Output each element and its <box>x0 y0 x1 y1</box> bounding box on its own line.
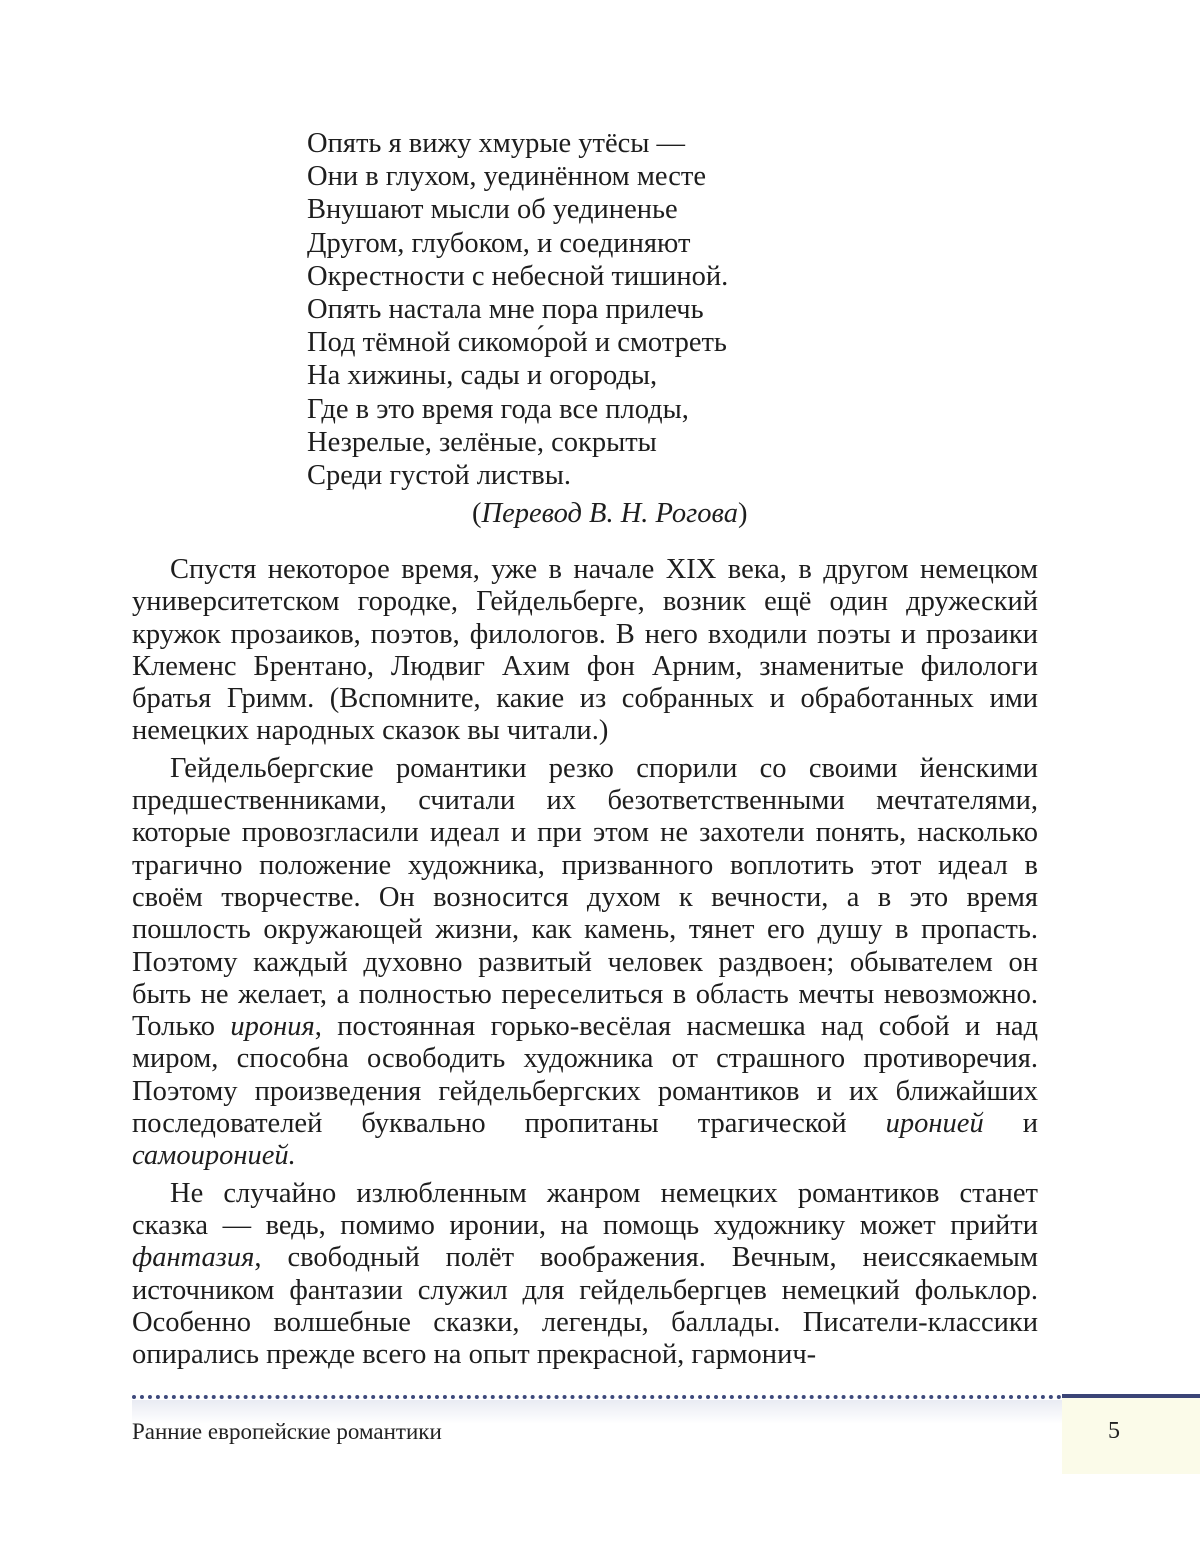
poem-line: Опять настала мне пора прилечь <box>307 294 704 326</box>
term-irony: иронией <box>885 1108 984 1140</box>
paragraph-3 <box>132 1178 1038 1372</box>
paragraph-2-text: и <box>983 1108 1038 1140</box>
translation-attribution <box>472 497 747 530</box>
poem-line: Окрестности с небесной тишиной. <box>307 260 729 292</box>
footer-dotted-rule <box>132 1395 1062 1399</box>
attribution-text: Перевод В. Н. Рогова <box>481 498 738 529</box>
paragraph-2 <box>132 753 1038 1173</box>
term-self-irony: самоиронией. <box>132 1140 296 1172</box>
attribution-close-paren: ) <box>737 498 748 529</box>
poem-line: Они в глухом, уединённом месте <box>307 161 706 193</box>
poem-line: Среди густой листвы. <box>307 460 572 492</box>
paragraph-1: Спустя некоторое время, уже в начале XIX века, в другом немецком университетском городке, Гейдельберге, возник ещё один дружеский кружок прозаиков, поэтов, филологов. В него входили поэты и прозаики Клеменс Брентано, Людвиг Ахим фон Арним, знаменитые филологи братья Гримм. (Вспомните, какие из собранных и обработанных ими немецких народных сказок вы читали.) <box>132 554 1038 747</box>
poem-line: Другом, глубоком, и соединяют <box>307 227 691 259</box>
poem-line: Незрелые, зелёные, сокрыты <box>307 426 657 458</box>
paragraph-3-text: Не случайно излюбленным жанром немецких романтиков станет сказка — ведь, помимо иронии, на помощь художнику может прийти <box>132 1177 1038 1241</box>
poem-block <box>307 127 728 492</box>
running-footer-title: Ранние европейские романтики <box>132 1419 442 1444</box>
poem-line: Опять я вижу хмурые утёсы — <box>307 128 686 159</box>
term-fantasy: фантазия <box>132 1242 255 1274</box>
poem-line: Где в это время года все плоды, <box>307 393 689 425</box>
paragraph-2-text: , постоянная горько-весёлая насмешка над собой и над миром, способна освободить художника от страшного противоречия. Поэтому произведения гейдельбергских романтиков и их ближайших последователей буквально пропитаны трагической <box>132 1011 1038 1140</box>
page-number: 5 <box>1108 1418 1120 1444</box>
body-text <box>132 554 1038 1371</box>
poem-line: На хижины, сады и огороды, <box>307 360 658 392</box>
attribution-open-paren: ( <box>472 498 482 529</box>
term-irony: ирония <box>230 1011 315 1043</box>
poem-line: Под тёмной сикомо́рой и смотреть <box>307 327 727 359</box>
paragraph-2-text: Гейдельбергские романтики резко спорили со своими йенскими предшественниками, считали их безответственными мечтателями, которые провозгласили идеал и при этом не захотели понять, насколько трагично положение художника, призванного воплотить этот идеал в своём творчестве. Он возносится духом к вечности, а в это время пошлость окружающей жизни, как камень, тянет его душу в пропасть. Поэтому каждый духовно развитый человек раздвоен; обывателем он быть не желает, а полностью переселиться в область мечты невозможно. Только <box>132 752 1038 1043</box>
paragraph-3-text: , свободный полёт воображения. Вечным, неиссякаемым источником фантазии служил для гейдельбергцев немецкий фольклор. Особенно волшебные сказки, легенды, баллады. Писатели-классики опирались прежде всего на опыт прекрасной, гармонич- <box>132 1242 1038 1371</box>
poem-line: Внушают мысли об уединенье <box>307 194 678 226</box>
